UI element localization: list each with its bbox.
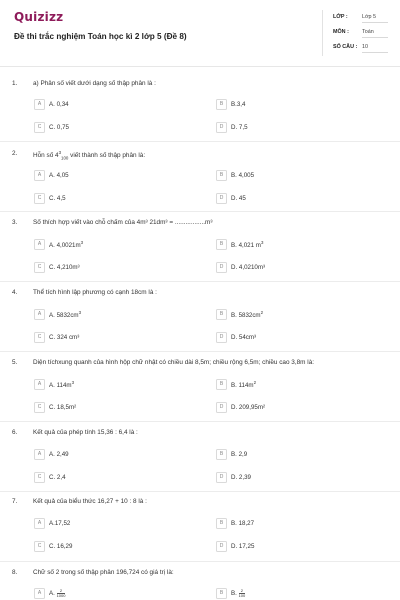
option-a[interactable] xyxy=(34,588,65,599)
option-letter-box: D xyxy=(216,193,227,204)
option-text: D. 7,5 xyxy=(231,124,248,131)
option-letter-box: D xyxy=(216,122,227,133)
question-text: Hỗn số $4^3_{100}$ viết thành số thập phân là: xyxy=(33,150,146,161)
option-letter-box: D xyxy=(216,402,227,413)
option-letter-box: B xyxy=(216,239,227,250)
option-letter-box: A xyxy=(34,99,45,110)
option-a[interactable] xyxy=(34,99,69,110)
question-count-label: SỐ CÂU : xyxy=(333,44,358,50)
question-divider xyxy=(0,141,400,142)
class-value: Lớp 5 xyxy=(362,14,388,23)
subject-label: MÔN : xyxy=(333,29,349,35)
question-number: 8. xyxy=(12,569,18,576)
question-number: 1. xyxy=(12,80,18,87)
option-d[interactable] xyxy=(216,122,248,133)
header-divider xyxy=(322,10,323,56)
option-letter-box: B xyxy=(216,170,227,181)
question-number: 2. xyxy=(12,150,18,157)
option-letter-box: A xyxy=(34,239,45,250)
option-c[interactable] xyxy=(34,472,66,483)
option-letter-box: B xyxy=(216,379,227,390)
option-letter-box: C xyxy=(34,262,45,273)
option-b[interactable] xyxy=(216,99,245,110)
option-b[interactable] xyxy=(216,239,263,250)
subject-value: Toán xyxy=(362,29,388,38)
question-number: 3. xyxy=(12,219,18,226)
option-text: A. 0,34 xyxy=(49,101,69,108)
question-text: Chữ số 2 trong số thập phân 196,724 có giá trị là: xyxy=(33,569,174,576)
header-separator xyxy=(0,66,400,67)
option-letter-box: B xyxy=(216,99,227,110)
option-text: B. $5832cm^2$ xyxy=(231,309,264,320)
option-a[interactable] xyxy=(34,518,70,529)
quizizz-logo: Quizizz xyxy=(14,10,64,24)
option-c[interactable] xyxy=(34,541,72,552)
option-text: C. 4,210m³ xyxy=(49,264,80,271)
option-text: D. 209,95m² xyxy=(231,404,266,411)
question-text: Kết quả của phép tính 15,36 : 6,4 là : xyxy=(33,429,138,436)
option-b[interactable] xyxy=(216,518,254,529)
option-text: C. 4,5 xyxy=(49,195,66,202)
option-text: D. 17,25 xyxy=(231,543,255,550)
class-label: LỚP : xyxy=(333,14,348,20)
question-text: a) Phân số viết dưới dạng số thập phân là : xyxy=(33,80,156,87)
option-text: A. 2,49 xyxy=(49,451,69,458)
option-text: C. 0,75 xyxy=(49,124,69,131)
option-letter-box: A xyxy=(34,449,45,460)
worksheet-header xyxy=(0,0,400,64)
question-divider xyxy=(0,491,400,492)
option-letter-box: B xyxy=(216,309,227,320)
option-letter-box: D xyxy=(216,472,227,483)
option-c[interactable] xyxy=(34,122,69,133)
option-text: D. 2,39 xyxy=(231,474,251,481)
option-text: C. 2,4 xyxy=(49,474,66,481)
option-text: A. $\frac{2}{1000}$ xyxy=(49,588,66,598)
option-letter-box: A xyxy=(34,518,45,529)
question-count-value: 10 xyxy=(362,44,388,53)
option-text: A. $4,0021m^3$ xyxy=(49,239,84,250)
page-title: Đề thi trắc nghiệm Toán học kì 2 lớp 5 (Đề 8) xyxy=(14,32,187,41)
option-text: A. $114m^3$ xyxy=(49,379,75,390)
option-a[interactable] xyxy=(34,239,83,250)
option-letter-box: D xyxy=(216,541,227,552)
option-b[interactable] xyxy=(216,309,263,320)
option-c[interactable] xyxy=(34,402,76,413)
option-text: B. 18,27 xyxy=(231,520,255,527)
option-letter-box: C xyxy=(34,472,45,483)
option-letter-box: C xyxy=(34,332,45,343)
option-text: C. 18,5m² xyxy=(49,404,77,411)
option-d[interactable] xyxy=(216,193,246,204)
question-text: Thể tích hình lập phương có cạnh 18cm là : xyxy=(33,289,157,296)
option-letter-box: B xyxy=(216,518,227,529)
option-a[interactable] xyxy=(34,309,81,320)
question-number: 6. xyxy=(12,429,18,436)
option-letter-box: A xyxy=(34,588,45,599)
option-letter-box: C xyxy=(34,122,45,133)
option-c[interactable] xyxy=(34,262,80,273)
option-letter-box: C xyxy=(34,541,45,552)
option-text: B. 4,005 xyxy=(231,172,255,179)
option-letter-box: D xyxy=(216,262,227,273)
question-number: 4. xyxy=(12,289,18,296)
option-a[interactable] xyxy=(34,170,69,181)
option-c[interactable] xyxy=(34,332,79,343)
option-letter-box: C xyxy=(34,193,45,204)
question-divider xyxy=(0,351,400,352)
question-text: Số thích hợp viết vào chỗ chấm của 4m³ 21dm³ = .................m³ xyxy=(33,219,213,226)
option-a[interactable] xyxy=(34,379,74,390)
option-d[interactable] xyxy=(216,332,256,343)
option-text: B. $114m^2$ xyxy=(231,379,257,390)
question-number: 5. xyxy=(12,359,18,366)
question-divider xyxy=(0,561,400,562)
option-letter-box: A xyxy=(34,170,45,181)
option-text: B. 4,021 $m^3$ xyxy=(231,239,264,250)
option-text: A. $5832cm^3$ xyxy=(49,309,82,320)
option-letter-box: D xyxy=(216,332,227,343)
option-d[interactable] xyxy=(216,472,251,483)
option-d[interactable] xyxy=(216,541,254,552)
option-b[interactable] xyxy=(216,588,245,599)
option-text: D. 45 xyxy=(231,195,246,202)
option-b[interactable] xyxy=(216,449,247,460)
question-number: 7. xyxy=(12,498,18,505)
option-letter-box: A xyxy=(34,379,45,390)
option-text: D. 4,0210m³ xyxy=(231,264,266,271)
option-d[interactable] xyxy=(216,262,265,273)
option-text: A.17,52 xyxy=(49,520,71,527)
option-text: C. 324 cm³ xyxy=(49,334,80,341)
question-divider xyxy=(0,421,400,422)
option-text: B.3,4 xyxy=(231,101,246,108)
option-text: D. 54cm³ xyxy=(231,334,257,341)
option-letter-box: C xyxy=(34,402,45,413)
option-b[interactable] xyxy=(216,170,254,181)
option-text: B. $\frac{2}{100}$ xyxy=(231,588,246,598)
question-text: Diện tíchxung quanh của hình hộp chữ nhật có chiều dài 8,5m; chiều rộng 6,5m; chiều cao 3,8m là: xyxy=(33,359,315,366)
option-a[interactable] xyxy=(34,449,69,460)
option-c[interactable] xyxy=(34,193,66,204)
question-divider xyxy=(0,281,400,282)
option-b[interactable] xyxy=(216,379,256,390)
option-d[interactable] xyxy=(216,402,265,413)
option-letter-box: B xyxy=(216,449,227,460)
option-text: B. 2,9 xyxy=(231,451,248,458)
question-divider xyxy=(0,211,400,212)
question-text: Kết quả của biểu thức 16,27 + 10 : 8 là : xyxy=(33,498,147,505)
option-text: C. 16,29 xyxy=(49,543,73,550)
option-letter-box: A xyxy=(34,309,45,320)
option-text: A. 4,05 xyxy=(49,172,69,179)
option-letter-box: B xyxy=(216,588,227,599)
